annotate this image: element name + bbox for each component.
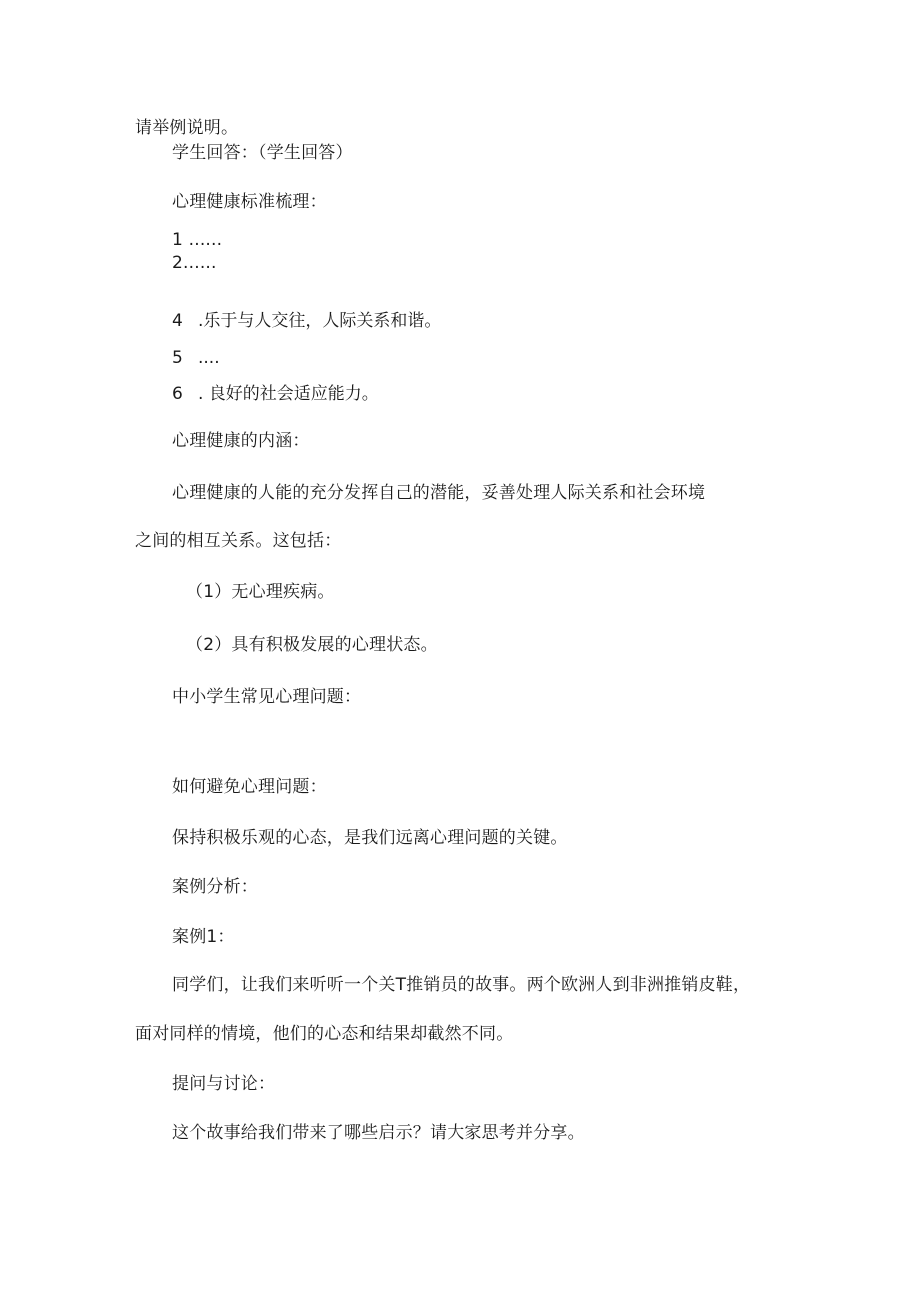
section-heading: 心理健康的内涵： — [172, 431, 310, 451]
section-heading: 案例分析： — [172, 877, 258, 897]
section-heading: 提问与讨论： — [172, 1074, 276, 1094]
list-number: 6 — [172, 384, 183, 404]
paragraph-line: 心理健康的人能的充分发挥自己的潜能，妥善处理人际关系和社会环境 — [172, 483, 706, 503]
list-item — [172, 383, 379, 405]
section-heading: 心理健康标准梳理： — [172, 192, 327, 212]
list-text: .乐于与人交往，人际关系和谐。 — [198, 311, 442, 331]
list-number: 5 — [172, 348, 183, 368]
paragraph-line: 之间的相互关系。这包括： — [135, 531, 342, 551]
list-item: （1）无心理疾病。 — [186, 582, 335, 602]
paragraph-line: 同学们，让我们来听听一个关T推销员的故事。两个欧洲人到非洲推销皮鞋， — [172, 975, 751, 995]
list-text: .... — [198, 348, 220, 368]
paragraph-line: 面对同样的情境，他们的心态和结果却截然不同。 — [135, 1024, 514, 1044]
list-item: （2）具有积极发展的心理状态。 — [186, 635, 438, 655]
text-line: 学生回答：（学生回答） — [172, 143, 353, 163]
text-line: 请举例说明。 — [135, 118, 239, 138]
list-item: 2...... — [172, 253, 217, 273]
list-item: 1 ...... — [172, 230, 223, 250]
list-item — [172, 347, 220, 369]
section-heading: 中小学生常见心理问题： — [172, 687, 362, 707]
paragraph-line: 这个故事给我们带来了哪些启示？请大家思考并分享。 — [172, 1123, 585, 1143]
list-text: . 良好的社会适应能力。 — [198, 384, 379, 404]
list-item — [172, 310, 441, 332]
section-heading: 如何避免心理问题： — [172, 777, 327, 797]
list-number: 4 — [172, 311, 183, 331]
paragraph-line: 保持积极乐观的心态，是我们远离心理问题的关键。 — [172, 828, 568, 848]
section-heading: 案例1： — [172, 927, 235, 947]
